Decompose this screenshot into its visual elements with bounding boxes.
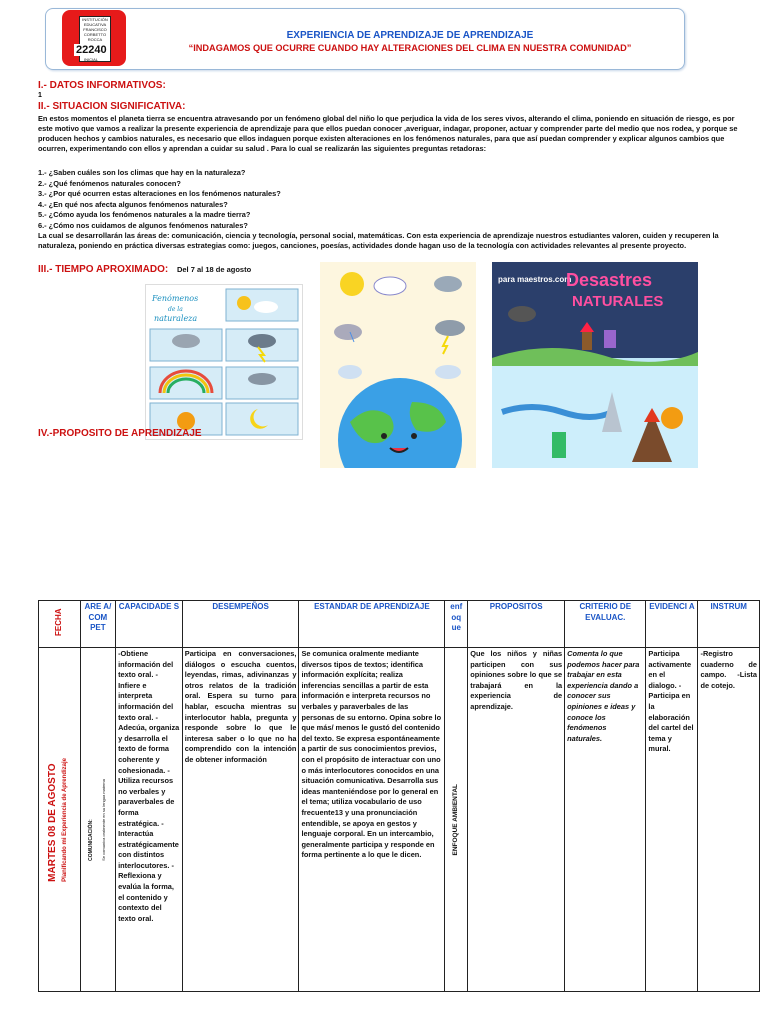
list-item: 1.- ¿Saben cuáles son los climas que hay en la naturaleza?: [38, 168, 246, 177]
svg-text:NATURALES: NATURALES: [572, 293, 664, 310]
fecha-subtext: Planificando mi Experiencia de Aprendizaje: [62, 757, 69, 882]
cell-desempenos: Participa en conversaciones, diálogos o escucha cuentos, leyendas, rimas, adivinanzas y otros relatos de la tradición oral. Espera su turno para hablar, escucha mientras su interlocutor habla, pregunta y responde sobre lo que le interesa saber o lo que no ha comprendido con la intención de obtener información: [182, 648, 299, 992]
section-tiempo: [38, 264, 251, 275]
logo-line: INSTITUCIÓN: [82, 17, 108, 22]
weather-cards-illustration: [146, 285, 302, 439]
tiempo-label: III.- TIEMPO APROXIMADO:: [38, 264, 169, 275]
header-capacidades: CAPACIDADE S: [116, 601, 183, 648]
learning-table: [38, 600, 760, 992]
list-item: 6.- ¿Cómo nos cuidamos de algunos fenómenos naturales?: [38, 220, 248, 230]
svg-text:naturaleza: naturaleza: [154, 314, 198, 323]
area-text: COMUNICACIÓN:: [88, 818, 95, 861]
svg-text:Desastres: Desastres: [566, 270, 653, 290]
logo-line: INICIAL: [84, 57, 99, 62]
cell-enfoque: [445, 648, 468, 992]
list-item: 5.- ¿Cómo ayuda los fenómenos naturales a la madre tierra?: [38, 210, 251, 219]
list-item: 4.- ¿En qué nos afecta algunos fenómenos naturales?: [38, 199, 228, 209]
cell-evidencia: Participa activamente en el dialogo. -Participa en la elaboración del cartel del tema y mural.: [646, 648, 698, 992]
school-logo: [62, 10, 126, 66]
header-propositos: PROPOSITOS: [468, 601, 565, 648]
section-situacion: II.- SITUACION SIGNIFICATIVA:: [38, 101, 186, 112]
disasters-illustration: [492, 262, 698, 468]
logo-line: ROCCA: [87, 37, 103, 42]
logo-line: CORBETTO: [83, 32, 107, 37]
svg-text:de la: de la: [168, 306, 183, 313]
areas-paragraph: La cual se desarrollarán las áreas de: comunicación, ciencia y tecnología, personal social, matemáticas. Con esta experiencia de aprendizaje nuestros estudiantes valoren, cuiden y recuperen la naturaleza, poniendo en práctica diversas estrategias como: juegos, canciones, poesías, actividades donde hagan uso de la tecnología con actividades relevantes al presente proyecto.: [38, 231, 719, 251]
header-estandar: ESTANDAR DE APRENDIZAJE: [299, 601, 445, 648]
header-fecha: FECHA: [39, 601, 81, 648]
logo-line: EDUCATIVA: [83, 22, 107, 27]
cell-estandar: Se comunica oralmente mediante diversos tipos de textos; identifica información explícita; realiza inferencias sencillas a partir de esta información e interpreta recursos no verbales y paraverbales de las personas de su entorno. Opina sobre lo que más/ menos le gustó del contenido del texto. Se expresa espontáneamente a partir de sus conocimientos previos, con el propósito de interactuar con uno o más interlocutores conocidos en una situación comunicativa. Desarrolla sus ideas manteniéndose por lo general en el tema; utiliza vocabulario de uso frecuente13 y una pronunciación entendible, se apoya en gestos y lenguaje corporal. En un intercambio, generalmente participa y responde en forma pertinente a lo que le dicen.: [299, 648, 445, 992]
brand-text: para maestros.com: [498, 275, 572, 284]
section-datos-number: 1: [38, 92, 42, 99]
questions-list: [38, 168, 281, 231]
earth-image: [320, 262, 476, 468]
area-subtext: Se comunica oralmente en su lengua materna: [100, 778, 106, 861]
header-instrumentos: INSTRUM: [698, 601, 760, 648]
cell-criterio: Comenta lo que podemos hacer para trabajar en esta experiencia dando a conocer sus opiniones e ideas y conoce los fenómenos naturales.: [565, 648, 646, 992]
logo-line: FRANCISCO: [83, 27, 107, 32]
logo-number: 22240: [76, 44, 107, 56]
cell-propositos: Que los niños y niñas participen con sus opiniones sobre lo que se trabajará en la experiencia de aprendizaje.: [468, 648, 565, 992]
section-proposito: IV.-PROPOSITO DE APRENDIZAJE: [38, 428, 202, 439]
list-item: 3.- ¿Por qué ocurren estas alteraciones en los fenómenos naturales?: [38, 189, 281, 198]
image-title-text: Fenómenos: [152, 294, 199, 303]
fecha-text: MARTES 08 DE AGOSTO: [46, 763, 58, 882]
cell-area: [80, 648, 115, 992]
header-enfoque: enf oq ue: [445, 601, 468, 648]
situacion-paragraph: En estos momentos el planeta tierra se encuentra atravesando por un fenómeno global del niño lo que perjudica la vida de los seres vivos, alterando el clima, poniendo en situación de riesgo, es por este motivo que vamos a realizar la presente experiencia de aprendizaje para que ellos puedan conocer ,averiguar, indagar, proponer, actuar y comprender parte del medio que nos rodea, y porque se producen hechos y cambios naturales, es necesario que ellos indaguen porque existen alteraciones en los fenómenos naturales, para que así puedan comprender y explicar algunos cambios que ocurren, experimentando con ellos y aprendan a cuidar su salud . Para lo cual se realizarán las siguientes preguntas retadoras:: [38, 114, 738, 154]
section-datos: I.- DATOS INFORMATIVOS:: [38, 80, 166, 91]
cell-instrumentos: -Registro cuaderno de campo. -Lista de cotejo.: [698, 648, 760, 992]
document-subtitle: “INDAGAMOS QUE OCURRE CUANDO HAY ALTERACIONES DEL CLIMA EN NUESTRA COMUNIDAD”: [188, 43, 632, 53]
disasters-image: [492, 262, 698, 468]
header-area: ARE A/ COM PET: [80, 601, 115, 648]
document-title: EXPERIENCIA DE APRENDIZAJE DE APRENDIZAJE: [286, 30, 534, 41]
table-header-row: [39, 601, 760, 648]
fenomenos-image: [145, 284, 303, 440]
list-item: 2.- ¿Qué fenómenos naturales conocen?: [38, 178, 181, 188]
header-criterio: CRITERIO DE EVALUAC.: [565, 601, 646, 648]
cell-fecha: [39, 648, 81, 992]
header-desempenos: DESEMPEÑOS: [182, 601, 299, 648]
enfoque-text: ENFOQUE AMBIENTAL: [451, 783, 459, 856]
cell-capacidades: -Obtiene información del texto oral. -Infiere e interpreta información del texto oral. -Adecúa, organiza y desarrolla el texto de forma coherente y cohesionada. -Utiliza recursos no verbales y paraverbales de forma estratégica. -Interactúa estratégicamente con distintos interlocutores. -Reflexiona y evalúa la forma, el contenido y contexto del texto oral.: [116, 648, 183, 992]
tiempo-value: Del 7 al 18 de agosto: [176, 265, 252, 274]
earth-illustration: [320, 262, 476, 468]
header-evidencia: EVIDENCI A: [646, 601, 698, 648]
table-row: [39, 648, 760, 992]
